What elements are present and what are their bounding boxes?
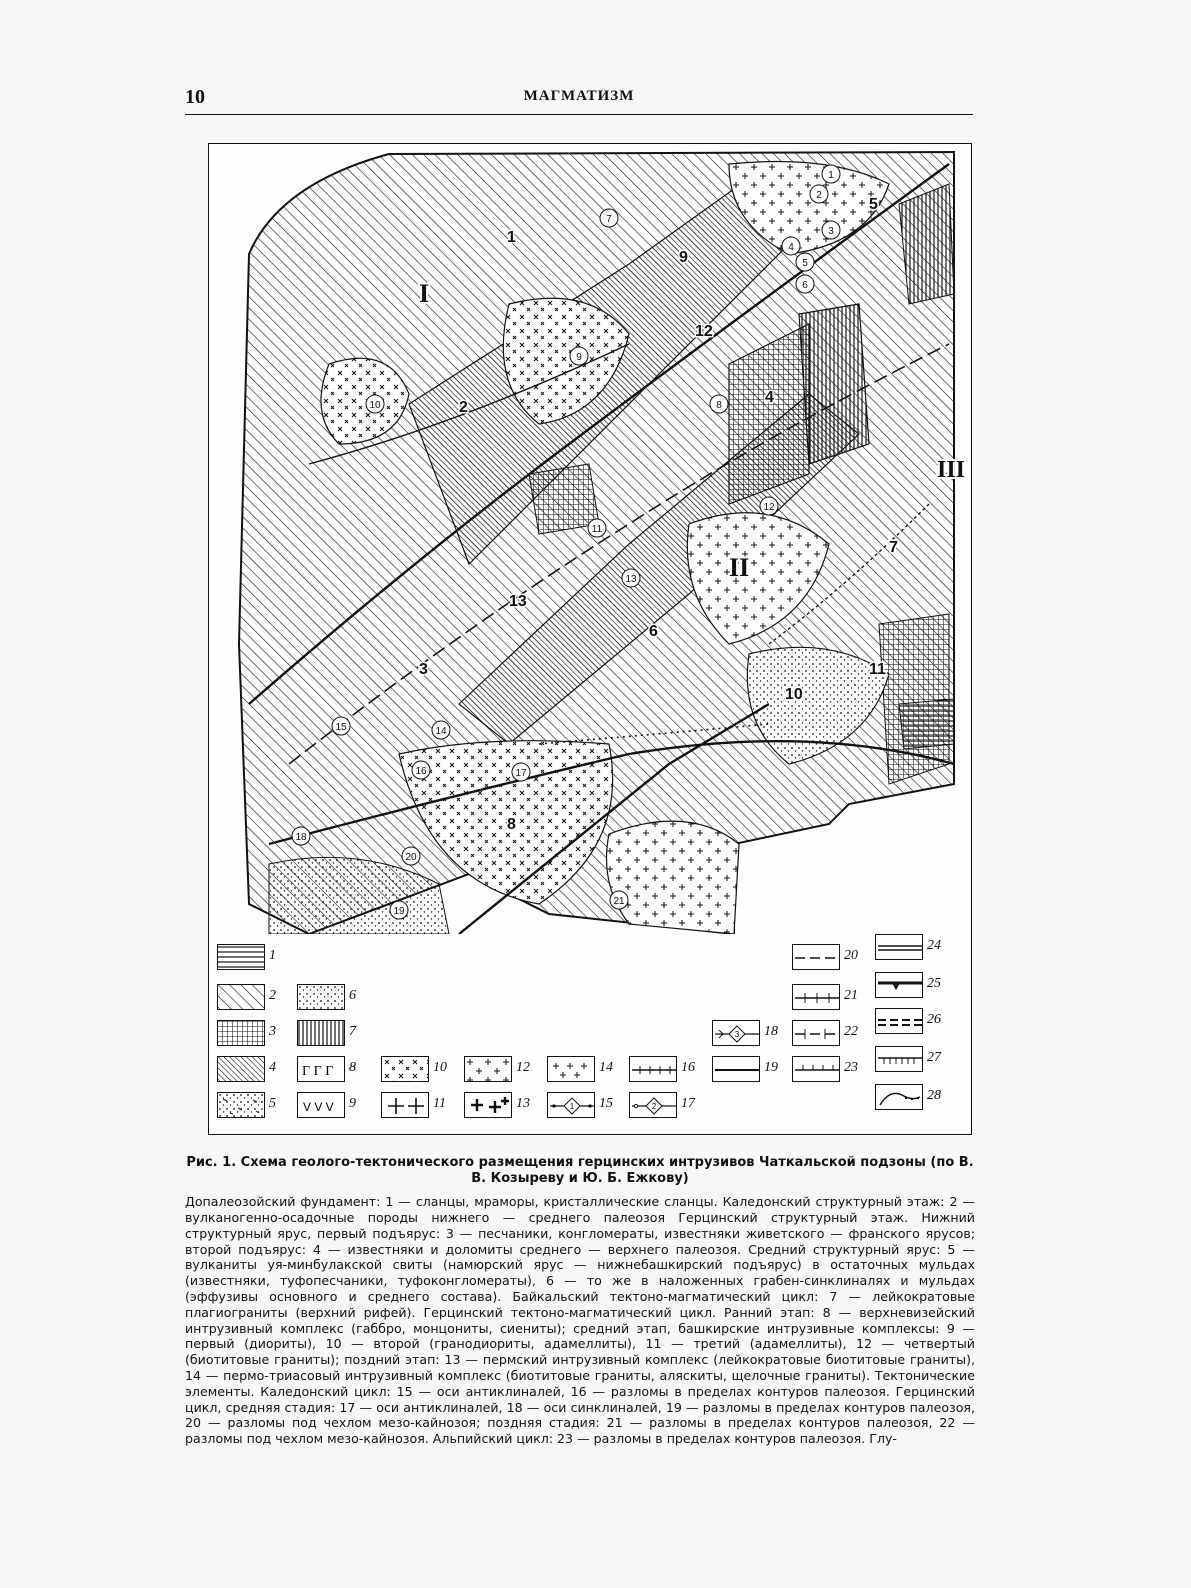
circled-marker-label: 4	[788, 242, 794, 253]
unit-number: 9	[679, 249, 688, 266]
legend-number: 8	[349, 1060, 356, 1075]
legend-swatch	[875, 972, 923, 998]
legend-number: 21	[844, 988, 858, 1003]
legend-number: 2	[269, 988, 276, 1003]
circled-marker-label: 3	[828, 226, 834, 237]
unit-number: 4	[765, 389, 774, 406]
svg-text:Г Г Г: Г Г Г	[302, 1064, 334, 1079]
circled-marker-label: 18	[295, 832, 307, 843]
circled-marker-label: 13	[625, 574, 637, 585]
circled-marker-label: 10	[369, 400, 381, 411]
legend-number: 13	[516, 1096, 530, 1111]
circled-marker-label: 14	[435, 726, 447, 737]
legend-swatch	[712, 1056, 760, 1082]
legend-swatch	[297, 1092, 345, 1118]
legend-number: 25	[927, 976, 941, 991]
legend-number: 10	[433, 1060, 447, 1075]
legend-number: 9	[349, 1096, 356, 1111]
circled-marker-label: 20	[405, 852, 417, 863]
circled-marker-label: 9	[576, 352, 582, 363]
unit-number: 12	[695, 323, 713, 340]
unit-number: 5	[869, 196, 878, 213]
legend-number: 26	[927, 1012, 941, 1027]
circled-marker-label: 1	[828, 170, 834, 181]
legend-swatch	[792, 1020, 840, 1046]
legend-swatch	[875, 1008, 923, 1034]
circled-marker-label: 7	[606, 214, 612, 225]
geologic-map-figure	[208, 143, 972, 1135]
legend-swatch	[547, 1056, 595, 1082]
map-legend	[209, 934, 971, 1134]
legend-swatch	[629, 1056, 677, 1082]
unit-number: 10	[785, 686, 803, 703]
legend-swatch	[629, 1092, 677, 1118]
unit-number: 1	[507, 229, 516, 246]
legend-swatch	[712, 1020, 760, 1046]
legend-swatch	[547, 1092, 595, 1118]
circled-marker-label: 2	[816, 190, 822, 201]
legend-swatch	[875, 1084, 923, 1110]
unit-number: 13	[509, 593, 527, 610]
unit-number: 11	[869, 661, 886, 678]
zone-label-1: I	[419, 279, 430, 308]
circled-marker-label: 6	[802, 280, 808, 291]
circled-marker-label: 5	[802, 258, 808, 269]
legend-swatch	[792, 1056, 840, 1082]
circled-marker-label: 8	[716, 400, 722, 411]
legend-number: 12	[516, 1060, 530, 1075]
legend-number: 20	[844, 948, 858, 963]
legend-swatch	[464, 1056, 512, 1082]
circled-marker-label: 11	[591, 524, 603, 535]
figure-caption	[185, 1155, 975, 1447]
legend-swatch	[217, 984, 265, 1010]
page-header	[185, 86, 973, 115]
legend-swatch	[217, 1092, 265, 1118]
page-number: 10	[185, 86, 205, 108]
svg-text:V V V: V V V	[303, 1100, 334, 1114]
legend-swatch	[217, 944, 265, 970]
legend-swatch	[297, 984, 345, 1010]
legend-number: 4	[269, 1060, 276, 1075]
legend-number: 5	[269, 1096, 276, 1111]
circled-marker-label: 15	[335, 722, 347, 733]
legend-number: 28	[927, 1088, 941, 1103]
legend-number: 6	[349, 988, 356, 1003]
legend-number: 16	[681, 1060, 695, 1075]
legend-swatch	[792, 984, 840, 1010]
geologic-map	[209, 144, 971, 934]
legend-number: 15	[599, 1096, 613, 1111]
unit-number: 2	[459, 399, 468, 416]
legend-swatch	[217, 1020, 265, 1046]
unit-number: 3	[419, 661, 428, 678]
legend-swatch	[297, 1056, 345, 1082]
caption-title: Рис. 1. Схема геолого-тектонического размещения герцинских интрузивов Чаткальской подзоны (по В. В. Козыреву и Ю. Б. Ежкову)	[186, 1155, 974, 1186]
legend-number: 27	[927, 1050, 941, 1065]
legend-number: 22	[844, 1024, 858, 1039]
circled-marker-label: 21	[613, 896, 625, 907]
legend-swatch	[875, 934, 923, 960]
legend-swatch	[217, 1056, 265, 1082]
legend-number: 24	[927, 938, 941, 953]
legend-number: 7	[349, 1024, 356, 1039]
legend-number: 18	[764, 1024, 778, 1039]
legend-number: 19	[764, 1060, 778, 1075]
legend-swatch	[464, 1092, 512, 1118]
legend-number: 23	[844, 1060, 858, 1075]
zone-label-2: II	[729, 553, 750, 582]
legend-number: 17	[681, 1096, 695, 1111]
legend-number: 11	[433, 1096, 446, 1111]
legend-number: 14	[599, 1060, 613, 1075]
circled-marker-label: 12	[763, 502, 775, 513]
circled-marker-label: 16	[415, 766, 427, 777]
caption-body: Допалеозойский фундамент: 1 — сланцы, мраморы, кристаллические сланцы. Каледонский структурный этаж: 2 — вулканогенно-осадочные породы нижнего — среднего палеозоя Герцинский структурный этаж. Нижний структурный ярус, первый подъярус: 3 — песчаники, конгломераты, известняки живетского — франского ярусов; второй подъярус: 4 — известняки и доломиты среднего — верхнего палеозоя. Средний структурный ярус: 5 — вулканиты уя-минбулакской свиты (намюрский ярус — нижнебашкирский подъярус) в остаточных мульдах (известняки, туфопесчаники, туфоконгломераты), 6 — то же в наложенных грабен-синклиналях и мульдах (эффузивы основного и среднего состава). Байкальский тектоно-магматический цикл: 7 — лейкократовые плагиограниты (верхний рифей). Герцинский тектоно-магматический цикл. Ранний этап: 8 — верхневизейский интрузивный комплекс (габбро, монцониты, сиениты); средний этап, башкирские интрузивные комплексы: 9 — первый (диориты), 10 — второй (гранодиориты, адамеллиты), 11 — третий (адамеллиты), 12 — четвертый (биотитовые граниты); поздний этап: 13 — пермский интрузивный комплекс (лейкократовые биотитовые граниты), 14 — пермо-триасовый интрузивный комплекс (биотитовые граниты, аляскиты, щелочные граниты). Тектонические элементы. Каледонский цикл: 15 — оси антиклиналей, 16 — разломы в пределах контуров палеозоя. Герцинский цикл, средняя стадия: 17 — оси антиклиналей, 18 — оси синклиналей, 19 — разломы в пределах контуров палеозоя, 20 — разломы под чехлом мезо-кайнозоя; поздняя стадия: 21 — разломы в пределах контуров палеозоя, 22 — разломы под чехлом мезо-кайнозоя. Альпийский цикл: 23 — разломы в пределах контуров палеозоя. Глу-	[185, 1194, 975, 1447]
legend-number: 1	[269, 948, 276, 963]
legend-swatch	[297, 1020, 345, 1046]
circled-marker-label: 17	[515, 768, 527, 779]
legend-symbol: 2	[651, 1102, 657, 1111]
unit-number: 8	[507, 816, 516, 833]
running-title: МАГМАТИЗМ	[523, 88, 635, 104]
legend-swatch	[381, 1092, 429, 1118]
legend-swatch	[875, 1046, 923, 1072]
legend-swatch	[381, 1056, 429, 1082]
legend-symbol: 3	[734, 1030, 740, 1039]
legend-swatch	[792, 944, 840, 970]
unit-number: 6	[649, 623, 658, 640]
zone-label-3: III	[937, 457, 966, 483]
unit-number: 7	[889, 539, 898, 556]
legend-symbol: 1	[569, 1102, 575, 1111]
circled-marker-label: 19	[393, 906, 405, 917]
legend-number: 3	[269, 1024, 276, 1039]
